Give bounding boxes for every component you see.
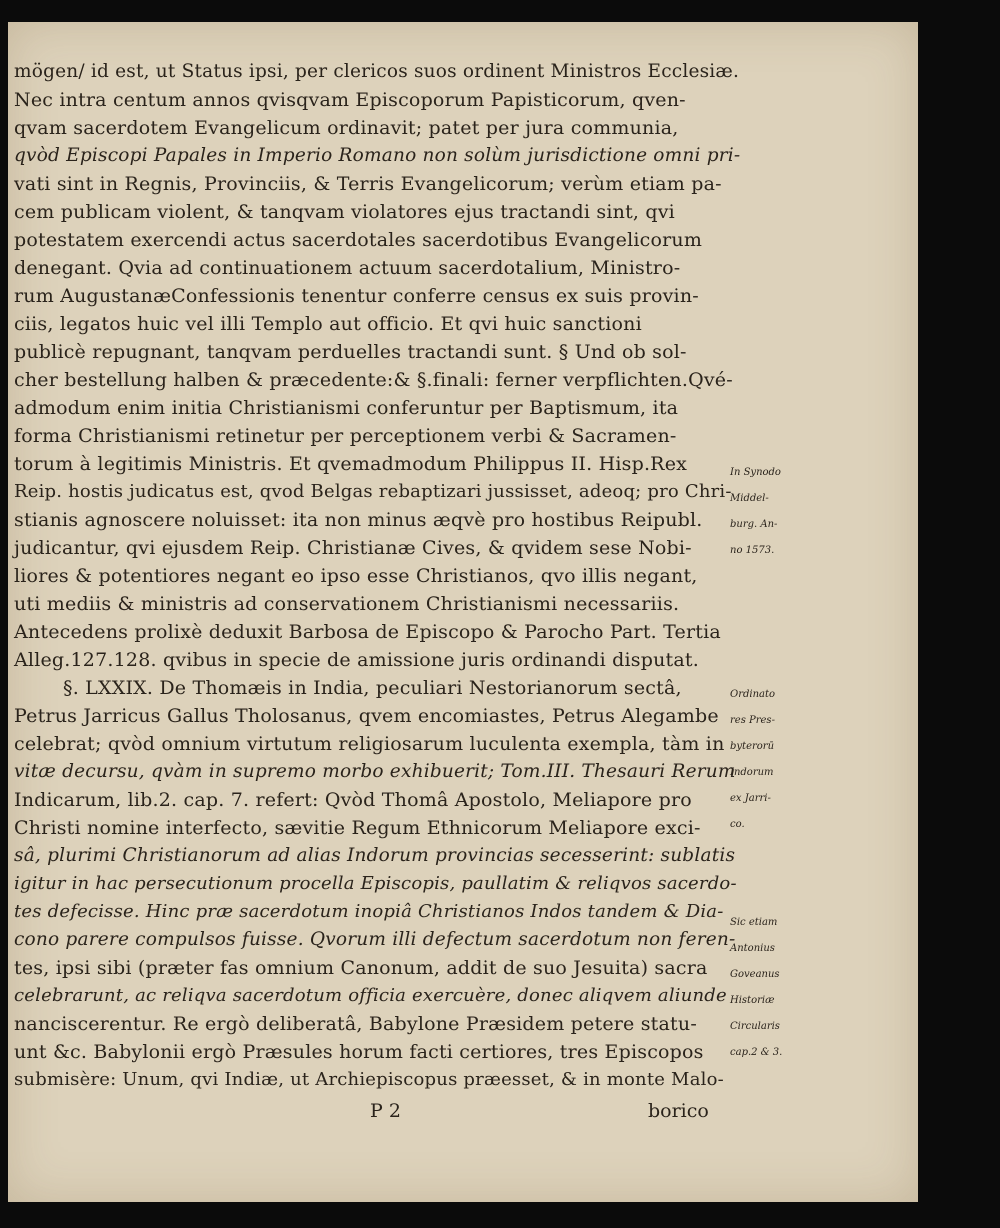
text-line: liores & potentiores negant eo ipso esse Christianos, qvo illis negant, (14, 565, 698, 587)
text-line: cem publicam violent, & tanqvam violatores ejus tractandi sint, qvi (14, 201, 675, 223)
dark-gutter (918, 22, 1000, 1228)
margin-note-line: Ordinato (730, 689, 776, 700)
text-line: uti mediis & ministris ad conservationem Christianismi necessariis. (14, 593, 680, 615)
text-line: nanciscerentur. Re ergò deliberatâ, Babylone Præsidem petere statu- (14, 1013, 697, 1035)
text-line: Nec intra centum annos qvisqvam Episcoporum Papisticorum, qven- (14, 89, 686, 111)
text-line: publicè repugnant, tanqvam perduelles tractandi sunt. § Und ob sol- (14, 341, 687, 363)
text-line: Christi nomine interfecto, sævitie Regum Ethnicorum Meliapore exci- (14, 817, 701, 839)
text-line: celebrat; qvòd omnium virtutum religiosarum luculenta exempla, tàm in (14, 733, 725, 755)
margin-note-line: co. (730, 819, 745, 830)
text-line: vitæ decursu, qvàm in supremo morbo exhibuerit; Tom.III. Thesauri Rerum (14, 761, 736, 782)
text-line: cono parere compulsos fuisse. Qvorum illi defectum sacerdotum non feren- (14, 929, 736, 950)
text-line: tes, ipsi sibi (præter fas omnium Canonum, addit de suo Jesuita) sacra (14, 957, 708, 979)
text-line: judicantur, qvi ejusdem Reip. Christianæ Cives, & qvidem sese Nobi- (14, 537, 692, 559)
text-line: Indicarum, lib.2. cap. 7. refert: Qvòd Thomâ Apostolo, Meliapore pro (14, 789, 692, 811)
margin-note-line: Circularis (730, 1021, 780, 1032)
text-line: Petrus Jarricus Gallus Tholosanus, qvem encomiastes, Petrus Alegambe (14, 705, 719, 727)
text-line: denegant. Qvia ad continuationem actuum sacerdotalium, Ministro- (14, 257, 681, 279)
margin-note-line: Middel- (730, 493, 769, 504)
margin-note-line: res Pres- (730, 715, 775, 726)
text-line: admodum enim initia Christianismi conferuntur per Baptismum, ita (14, 397, 679, 419)
text-line: forma Christianismi retinetur per perceptionem verbi & Sacramen- (14, 425, 677, 447)
margin-note-line: no 1573. (730, 545, 775, 556)
margin-note-line: Indorum (730, 767, 774, 778)
text-line: submisère: Unum, qvi Indiæ, ut Archiepiscopus præesset, & in monte Malo- (14, 1069, 724, 1090)
text-line: vati sint in Regnis, Provinciis, & Terris Evangelicorum; verùm etiam pa- (14, 173, 722, 195)
book-page (8, 22, 918, 1202)
margin-note-line: Antonius (730, 943, 775, 954)
margin-note-line: byterorū (730, 741, 775, 752)
signature-mark: P 2 (370, 1100, 401, 1122)
text-line: ciis, legatos huic vel illi Templo aut officio. Et qvi huic sanctioni (14, 313, 642, 335)
text-line: celebrarunt, ac reliqva sacerdotum officia exercuère, donec aliqvem aliunde (14, 985, 727, 1006)
margin-note-line: burg. An- (730, 519, 778, 530)
text-line: qvam sacerdotem Evangelicum ordinavit; patet per jura communia, (14, 117, 679, 139)
margin-note-line: Historiæ (730, 995, 775, 1006)
text-line: rum AugustanæConfessionis tenentur conferre census ex suis provin- (14, 285, 699, 307)
margin-note-line: cap.2 & 3. (730, 1047, 783, 1058)
text-line: cher bestellung halben & præcedente:& §.finali: ferner verpflichten.Qvé- (14, 369, 733, 391)
text-line: igitur in hac persecutionum procella Episcopis, paullatim & reliqvos sacerdo- (14, 873, 737, 894)
text-line: Reip. hostis judicatus est, qvod Belgas rebaptizari jussisset, adeoq; pro Chri- (14, 481, 732, 502)
catchword: borico (648, 1100, 709, 1122)
text-line: potestatem exercendi actus sacerdotales sacerdotibus Evangelicorum (14, 229, 703, 251)
text-line: torum à legitimis Ministris. Et qvemadmodum Philippus II. Hisp.Rex (14, 453, 688, 475)
text-line: sâ, plurimi Christianorum ad alias Indorum provincias secesserint: sublatis (14, 845, 736, 866)
text-line: qvòd Episcopi Papales in Imperio Romano non solùm jurisdictione omni pri- (14, 145, 741, 166)
text-line: stianis agnoscere noluisset: ita non minus æqvè pro hostibus Reipubl. (14, 509, 703, 531)
text-line: Alleg.127.128. qvibus in specie de amissione juris ordinandi disputat. (14, 649, 699, 671)
text-line: tes defecisse. Hinc præ sacerdotum inopiâ Christianos Indos tandem & Dia- (14, 901, 724, 922)
margin-note-line: In Synodo (730, 467, 781, 478)
text-line: unt &c. Babylonii ergò Præsules horum facti certiores, tres Episcopos (14, 1041, 704, 1063)
section-heading-line: §. LXXIX. De Thomæis in India, peculiari Nestorianorum sectâ, (63, 677, 682, 699)
margin-note-line: ex Jarri- (730, 793, 771, 804)
margin-note-line: Sic etiam (730, 917, 778, 928)
text-line: Antecedens prolixè deduxit Barbosa de Episcopo & Parocho Part. Tertia (14, 621, 721, 643)
text-line: mögen/ id est, ut Status ipsi, per clericos suos ordinent Ministros Ecclesiæ. (14, 61, 740, 82)
margin-note-line: Goveanus (730, 969, 780, 980)
